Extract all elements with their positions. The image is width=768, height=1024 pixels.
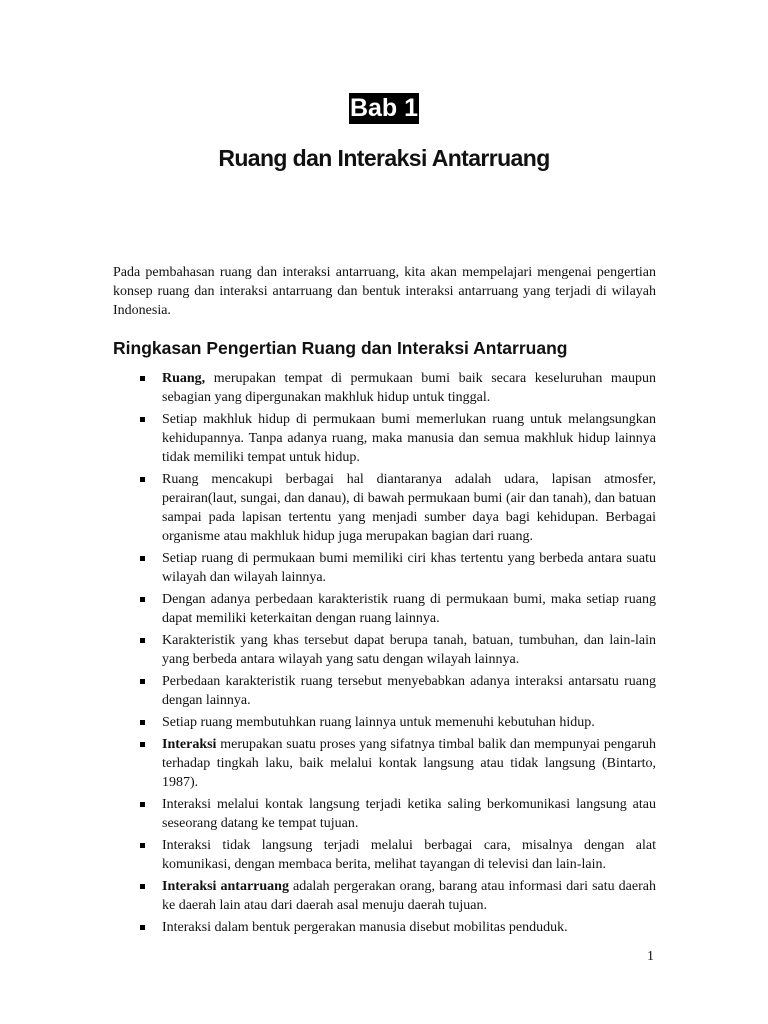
list-item <box>162 549 656 587</box>
bullet-square-icon <box>140 638 145 643</box>
summary-list <box>162 369 656 940</box>
bullet-square-icon <box>140 417 145 422</box>
item-text: Dengan adanya perbedaan karakteristik ruang di permukaan bumi, maka setiap ruang dapat memiliki keterkaitan dengan ruang lainnya. <box>162 592 656 626</box>
bullet-square-icon <box>140 720 145 725</box>
list-item <box>162 590 656 628</box>
item-text: merupakan tempat di permukaan bumi baik secara keseluruhan maupun sebagian yang dipergunakan makhluk hidup untuk tinggal. <box>162 371 656 405</box>
bullet-square-icon <box>140 597 145 602</box>
term: Ruang, <box>162 371 206 386</box>
list-item <box>162 713 656 732</box>
list-item <box>162 795 656 833</box>
bullet-square-icon <box>140 742 145 747</box>
page-number: 1 <box>647 949 654 964</box>
item-text: Setiap ruang membutuhkan ruang lainnya untuk memenuhi kebutuhan hidup. <box>162 715 595 730</box>
bullet-square-icon <box>140 925 145 930</box>
bullet-square-icon <box>140 802 145 807</box>
list-item <box>162 672 656 710</box>
list-item <box>162 836 656 874</box>
list-item <box>162 735 656 792</box>
list-item <box>162 918 656 937</box>
list-item <box>162 877 656 915</box>
term: Interaksi <box>162 737 217 752</box>
intro-paragraph: Pada pembahasan ruang dan interaksi antarruang, kita akan mempelajari mengenai pengertian konsep ruang dan interaksi antarruang dan bentuk interaksi antarruang yang terjadi di wilayah Indonesia. <box>113 265 656 318</box>
list-item <box>162 410 656 467</box>
item-text: Interaksi melalui kontak langsung terjadi ketika saling berkomunikasi langsung atau seseorang datang ke tempat tujuan. <box>162 797 656 831</box>
chapter-badge: Bab 1 <box>349 94 419 122</box>
item-text: Perbedaan karakteristik ruang tersebut menyebabkan adanya interaksi antarsatu ruang dengan lainnya. <box>162 674 656 708</box>
item-text: merupakan suatu proses yang sifatnya timbal balik dan mempunyai pengaruh terhadap tingkah laku, baik melalui kontak langsung atau tidak langsung (Bintarto, 1987). <box>162 737 656 790</box>
item-text: Interaksi tidak langsung terjadi melalui berbagai cara, misalnya dengan alat komunikasi, dengan membaca berita, melihat tayangan di televisi dan lain-lain. <box>162 838 656 872</box>
chapter-title: Ruang dan Interaksi Antarruang <box>218 145 550 171</box>
item-text: Setiap makhluk hidup di permukaan bumi memerlukan ruang untuk melangsungkan kehidupannya. Tanpa adanya ruang, maka manusia dan semua makhluk hidup lainnya tidak memiliki tempat untuk hidup. <box>162 412 656 465</box>
bullet-square-icon <box>140 376 145 381</box>
item-text: Karakteristik yang khas tersebut dapat berupa tanah, batuan, tumbuhan, dan lain-lain yang berbeda antara wilayah yang satu dengan wilayah lainnya. <box>162 633 656 667</box>
item-text: Interaksi dalam bentuk pergerakan manusia disebut mobilitas penduduk. <box>162 920 568 935</box>
bullet-square-icon <box>140 556 145 561</box>
term: Interaksi antarruang <box>162 879 289 894</box>
list-item <box>162 369 656 407</box>
item-text: Setiap ruang di permukaan bumi memiliki ciri khas tertentu yang berbeda antara suatu wilayah dan wilayah lainnya. <box>162 551 656 585</box>
bullet-square-icon <box>140 477 145 482</box>
bullet-square-icon <box>140 843 145 848</box>
item-text: adalah pergerakan orang, barang atau informasi dari satu daerah ke daerah lain atau dari daerah asal menuju daerah tujuan. <box>162 879 656 913</box>
bullet-square-icon <box>140 679 145 684</box>
section-heading: Ringkasan Pengertian Ruang dan Interaksi Antarruang <box>113 338 568 358</box>
item-text: Ruang mencakupi berbagai hal diantaranya adalah udara, lapisan atmosfer, perairan(laut, sungai, dan danau), di bawah permukaan bumi (air dan tanah), dan batuan sampai pada lapisan tertentu yang menjadi sumber daya bagi kehidupan. Berbagai organisme atau makhluk hidup juga merupakan bagian dari ruang. <box>162 472 656 544</box>
list-item <box>162 631 656 669</box>
list-item <box>162 470 656 546</box>
bullet-square-icon <box>140 884 145 889</box>
